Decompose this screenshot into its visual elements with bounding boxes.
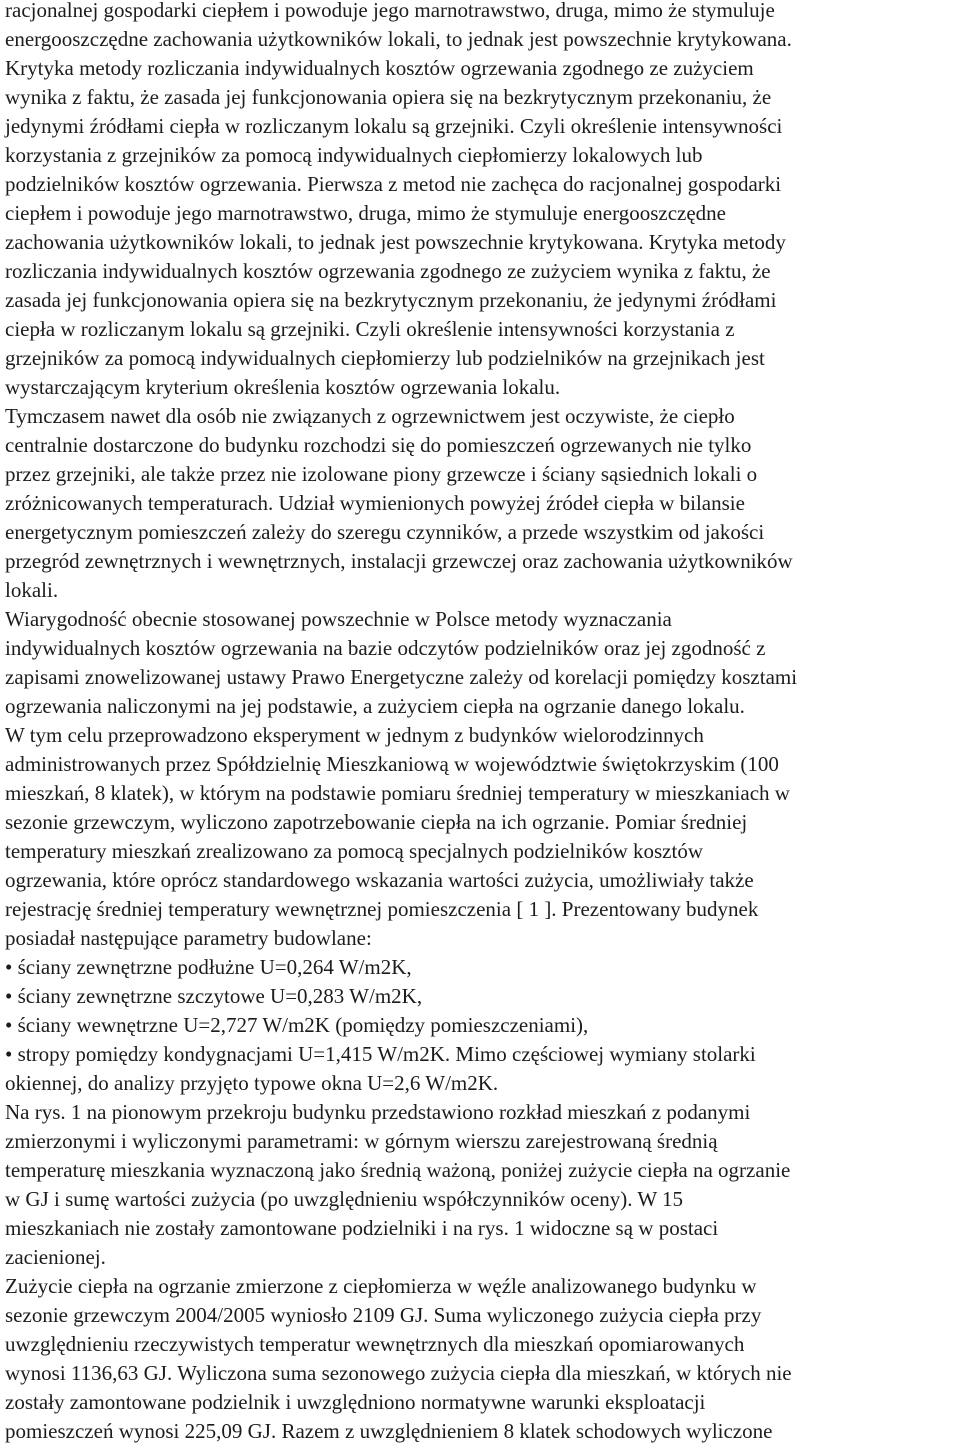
list-item: • ściany zewnętrzne podłużne U=0,264 W/m2K, <box>5 955 412 979</box>
text-line: ogrzewania naliczonymi na jej podstawie, a zużyciem ciepła na ogrzanie danego lokalu. <box>5 694 745 718</box>
text-line: zróżnicowanych temperaturach. Udział wymienionych powyżej źródeł ciepła w bilansie <box>5 491 745 515</box>
text-line: zostały zamontowane podzielnik i uwzględniono normatywne warunki eksploatacji <box>5 1390 706 1414</box>
list-item: • ściany zewnętrzne szczytowe U=0,283 W/m2K, <box>5 984 423 1008</box>
text-line: przegród zewnętrznych i wewnętrznych, instalacji grzewczej oraz zachowania użytkowników <box>5 549 793 573</box>
text-line: przez grzejniki, ale także przez nie izolowane piony grzewcze i ściany sąsiednich lokali o <box>5 462 758 486</box>
text-line: jedynymi źródłami ciepła w rozliczanym lokalu są grzejniki. Czyli określenie intensywności <box>5 114 783 138</box>
text-line: zachowania użytkowników lokali, to jednak jest powszechnie krytykowana. Krytyka metody <box>5 230 786 254</box>
text-line: indywidualnych kosztów ogrzewania na bazie odczytów podzielników oraz jej zgodność z <box>5 636 766 660</box>
text-line: wynika z faktu, że zasada jej funkcjonowania opiera się na bezkrytycznym przekonaniu, że <box>5 85 772 109</box>
text-line: ogrzewania, które oprócz standardowego wskazania wartości zużycia, umożliwiały także <box>5 868 754 892</box>
text-line: Tymczasem nawet dla osób nie związanych z ogrzewnictwem jest oczywiste, że ciepło <box>5 404 735 428</box>
paragraph-figure-description <box>5 1098 960 1272</box>
paragraph-consumption-results <box>5 1272 960 1446</box>
text-line: sezonie grzewczym 2004/2005 wyniosło 2109 GJ. Suma wyliczonego zużycia ciepła przy <box>5 1303 762 1327</box>
text-line: Krytyka metody rozliczania indywidualnych kosztów ogrzewania zgodnego ze zużyciem <box>5 56 754 80</box>
list-item-continuation: okiennej, do analizy przyjęto typowe okna U=2,6 W/m2K. <box>5 1071 499 1095</box>
text-line: pomieszczeń wynosi 225,09 GJ. Razem z uwzględnieniem 8 klatek schodowych wyliczone <box>5 1419 773 1443</box>
paragraph-heat-sources <box>5 402 960 605</box>
text-line: zacienionej. <box>5 1245 106 1269</box>
text-line: administrowanych przez Spółdzielnię Mieszkaniową w województwie świętokrzyskim (100 <box>5 752 779 776</box>
text-line: temperatury mieszkań zrealizowano za pomocą specjalnych podzielników kosztów <box>5 839 703 863</box>
text-line: W tym celu przeprowadzono eksperyment w jednym z budynków wielorodzinnych <box>5 723 704 747</box>
text-line: Wiarygodność obecnie stosowanej powszechnie w Polsce metody wyznaczania <box>5 607 672 631</box>
text-line: zapisami znowelizowanej ustawy Prawo Energetyczne zależy od korelacji pomiędzy kosztami <box>5 665 798 689</box>
text-line: uwzględnieniu rzeczywistych temperatur wewnętrznych dla mieszkań opomiarowanych <box>5 1332 745 1356</box>
text-line: ciepła w rozliczanym lokalu są grzejniki. Czyli określenie intensywności korzystania z <box>5 317 735 341</box>
text-line: racjonalnej gospodarki ciepłem i powoduje jego marnotrawstwo, druga, mimo że stymuluje <box>5 0 775 22</box>
text-line: energooszczędne zachowania użytkowników lokali, to jednak jest powszechnie krytykowana. <box>5 27 792 51</box>
text-line: ciepłem i powoduje jego marnotrawstwo, druga, mimo że stymuluje energooszczędne <box>5 201 726 225</box>
text-line: w GJ i sumę wartości zużycia (po uwzględnieniu współczynników oceny). W 15 <box>5 1187 684 1211</box>
text-line: zasada jej funkcjonowania opiera się na bezkrytycznym przekonaniu, że jedynymi źródłami <box>5 288 777 312</box>
paragraph-experiment <box>5 721 960 953</box>
text-line: rejestrację średniej temperatury wewnętrznej pomieszczenia [ 1 ]. Prezentowany budynek <box>5 897 759 921</box>
building-parameters-list <box>5 953 960 1098</box>
text-line: energetycznym pomieszczeń zależy do szeregu czynników, a przede wszystkim od jakości <box>5 520 765 544</box>
text-line: podzielników kosztów ogrzewania. Pierwsza z metod nie zachęca do racjonalnej gospodarki <box>5 172 782 196</box>
paragraph-reliability <box>5 605 960 721</box>
text-line: posiadał następujące parametry budowlane: <box>5 926 372 950</box>
text-line: Na rys. 1 na pionowym przekroju budynku przedstawiono rozkład mieszkań z podanymi <box>5 1100 751 1124</box>
list-item: • stropy pomiędzy kondygnacjami U=1,415 W/m2K. Mimo częściowej wymiany stolarki <box>5 1042 756 1066</box>
text-line: mieszkaniach nie zostały zamontowane podzielniki i na rys. 1 widoczne są w postaci <box>5 1216 719 1240</box>
text-line: rozliczania indywidualnych kosztów ogrzewania zgodnego ze zużyciem wynika z faktu, że <box>5 259 771 283</box>
text-line: korzystania z grzejników za pomocą indywidualnych ciepłomierzy lokalowych lub <box>5 143 703 167</box>
text-line: lokali. <box>5 578 59 602</box>
text-line: wynosi 1136,63 GJ. Wyliczona suma sezonowego zużycia ciepła dla mieszkań, w których nie <box>5 1361 792 1385</box>
text-line: centralnie dostarczone do budynku rozchodzi się do pomieszczeń ogrzewanych nie tylko <box>5 433 752 457</box>
text-line: sezonie grzewczym, wyliczono zapotrzebowanie ciepła na ich ogrzanie. Pomiar średniej <box>5 810 748 834</box>
text-line: grzejników za pomocą indywidualnych ciepłomierzy lub podzielników na grzejnikach jest <box>5 346 765 370</box>
text-line: mieszkań, 8 klatek), w którym na podstawie pomiaru średniej temperatury w mieszkaniach w <box>5 781 790 805</box>
document-page <box>5 0 960 1446</box>
text-line: Zużycie ciepła na ogrzanie zmierzone z ciepłomierza w węźle analizowanego budynku w <box>5 1274 757 1298</box>
text-line: wystarczającym kryterium określenia kosztów ogrzewania lokalu. <box>5 375 561 399</box>
text-line: temperaturę mieszkania wyznaczoną jako średnią ważoną, poniżej zużycie ciepła na ogrzanie <box>5 1158 791 1182</box>
paragraph-billing-critique <box>5 0 960 402</box>
list-item: • ściany wewnętrzne U=2,727 W/m2K (pomiędzy pomieszczeniami), <box>5 1013 589 1037</box>
text-line: zmierzonymi i wyliczonymi parametrami: w górnym wierszu zarejestrowaną średnią <box>5 1129 718 1153</box>
